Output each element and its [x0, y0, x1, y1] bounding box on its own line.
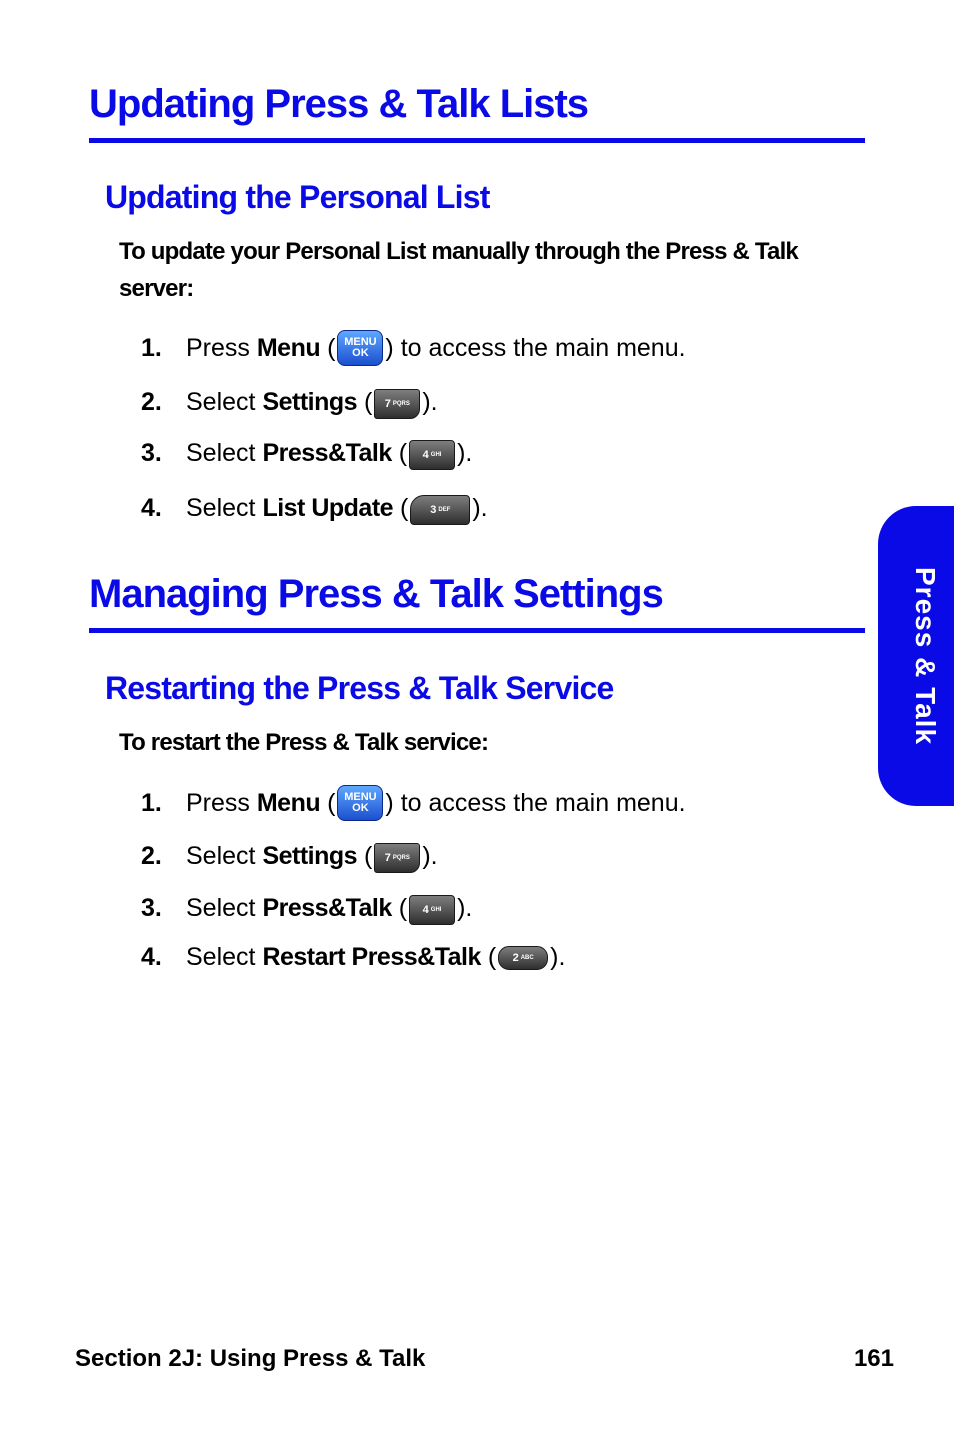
step-number: 1. — [141, 333, 162, 362]
footer-section: Section 2J: Using Press & Talk — [75, 1345, 426, 1372]
step-number: 4. — [141, 493, 162, 522]
subsection-title: Restarting the Press & Talk Service — [105, 670, 614, 706]
press-talk-label: Press&Talk — [262, 438, 392, 467]
key-4-icon: 4 GHI — [409, 440, 455, 470]
key-7-icon: 7 PQRS — [374, 843, 420, 873]
step-2: 2. Select Settings ( 7 PQRS ). — [141, 382, 438, 422]
key-7-icon: 7 PQRS — [374, 389, 420, 419]
step-2: 2. Select Settings ( 7 PQRS ). — [141, 836, 438, 876]
step-3: 3. Select Press&Talk ( 4 GHI ). — [141, 433, 472, 473]
key-2-icon: 2 ABC — [498, 946, 548, 970]
menu-ok-key-icon: MENU OK — [337, 785, 383, 821]
step-number: 3. — [141, 893, 162, 922]
step-number: 2. — [141, 841, 162, 870]
step-number: 2. — [141, 387, 162, 416]
side-tab-label: Press & Talk — [910, 566, 941, 746]
subsection-title: Updating the Personal List — [105, 179, 490, 215]
key-3-icon: 3 DEF — [410, 495, 470, 525]
lead-text: To update your Personal List manually through the Press & Talk server: — [119, 238, 798, 302]
menu-label: Menu — [256, 333, 321, 362]
section-title: Updating Press & Talk Lists — [89, 80, 865, 143]
step-number: 4. — [141, 942, 162, 971]
menu-ok-key-icon: MENU OK — [337, 330, 383, 366]
page-number: 161 — [853, 1345, 894, 1372]
menu-label: Menu — [256, 788, 321, 817]
step-4: 4. Select List Update ( 3 DEF ). — [141, 488, 488, 528]
step-3: 3. Select Press&Talk ( 4 GHI ). — [141, 888, 472, 928]
step-1: 1. Press Menu ( MENU OK ) to access the main menu. — [141, 783, 686, 823]
lead-text: To restart the Press & Talk service: — [119, 729, 489, 756]
press-talk-label: Press&Talk — [262, 893, 392, 922]
settings-label: Settings — [262, 841, 358, 870]
restart-press-talk-label: Restart Press&Talk — [262, 942, 481, 971]
step-1: 1. Press Menu ( MENU OK ) to access the main menu. — [141, 328, 686, 368]
step-number: 1. — [141, 788, 162, 817]
settings-label: Settings — [262, 387, 358, 416]
step-number: 3. — [141, 438, 162, 467]
section-title: Managing Press & Talk Settings — [89, 570, 865, 633]
step-4: 4. Select Restart Press&Talk ( 2 ABC ). — [141, 942, 566, 971]
key-4-icon: 4 GHI — [409, 895, 455, 925]
list-update-label: List Update — [262, 493, 394, 522]
